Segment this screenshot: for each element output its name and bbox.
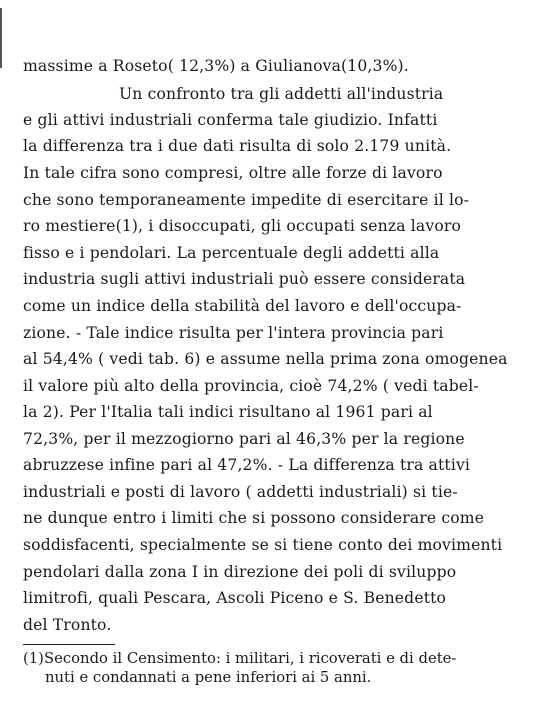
body-line: industria sugli attivi industriali può essere considerata [23,270,466,288]
body-line: abruzzese infine pari al 47,2%. - La differenza tra attivi [23,456,471,474]
body-line: 72,3%, per il mezzogiorno pari al 46,3% per la regione [23,430,465,448]
body-line: la differenza tra i due dati risulta di solo 2.179 unità. [23,137,452,155]
body-line: fisso e i pendolari. La percentuale degli addetti alla [23,244,440,262]
footnote-divider [23,644,115,645]
body-line: limitrofi, quali Pescara, Ascoli Piceno e S. Benedetto [23,589,447,607]
body-line: ne dunque entro i limiti che si possono considerare come [23,509,485,527]
body-line: Un confronto tra gli addetti all'industria [119,85,444,103]
body-line: zione. - Tale indice risulta per l'intera provincia pari [23,324,444,342]
body-line: come un indice della stabilità del lavoro e dell'occupa- [23,297,462,315]
typewritten-page [23,0,523,717]
footnote-line: nuti e condannati a pene inferiori ai 5 anni. [45,669,372,686]
body-line: la 2). Per l'Italia tali indici risultano al 1961 pari al [23,403,433,421]
body-line: del Tronto. [23,616,112,634]
body-line: che sono temporaneamente impedite di esercitare il lo- [23,191,470,209]
body-line: e gli attivi industriali conferma tale giudizio. Infatti [23,111,438,129]
binding-edge-mark [0,8,2,68]
body-line: soddisfacenti, specialmente se si tiene conto dei movimenti [23,536,503,554]
body-line: il valore più alto della provincia, cioè 74,2% ( vedi tabel- [23,377,479,395]
body-line: ro mestiere(1), i disoccupati, gli occupati senza lavoro [23,217,462,235]
body-line: industriali e posti di lavoro ( addetti industriali) si tie- [23,483,458,501]
body-line: massime a Roseto( 12,3%) a Giulianova(10,3%). [23,57,409,75]
body-line: In tale cifra sono compresi, oltre alle forze di lavoro [23,164,443,182]
body-line: pendolari dalla zona I in direzione dei poli di sviluppo [23,563,457,581]
body-line: al 54,4% ( vedi tab. 6) e assume nella prima zona omogenea [23,350,508,368]
footnote-line: (1)Secondo il Censimento: i militari, i ricoverati e di dete- [23,650,457,667]
